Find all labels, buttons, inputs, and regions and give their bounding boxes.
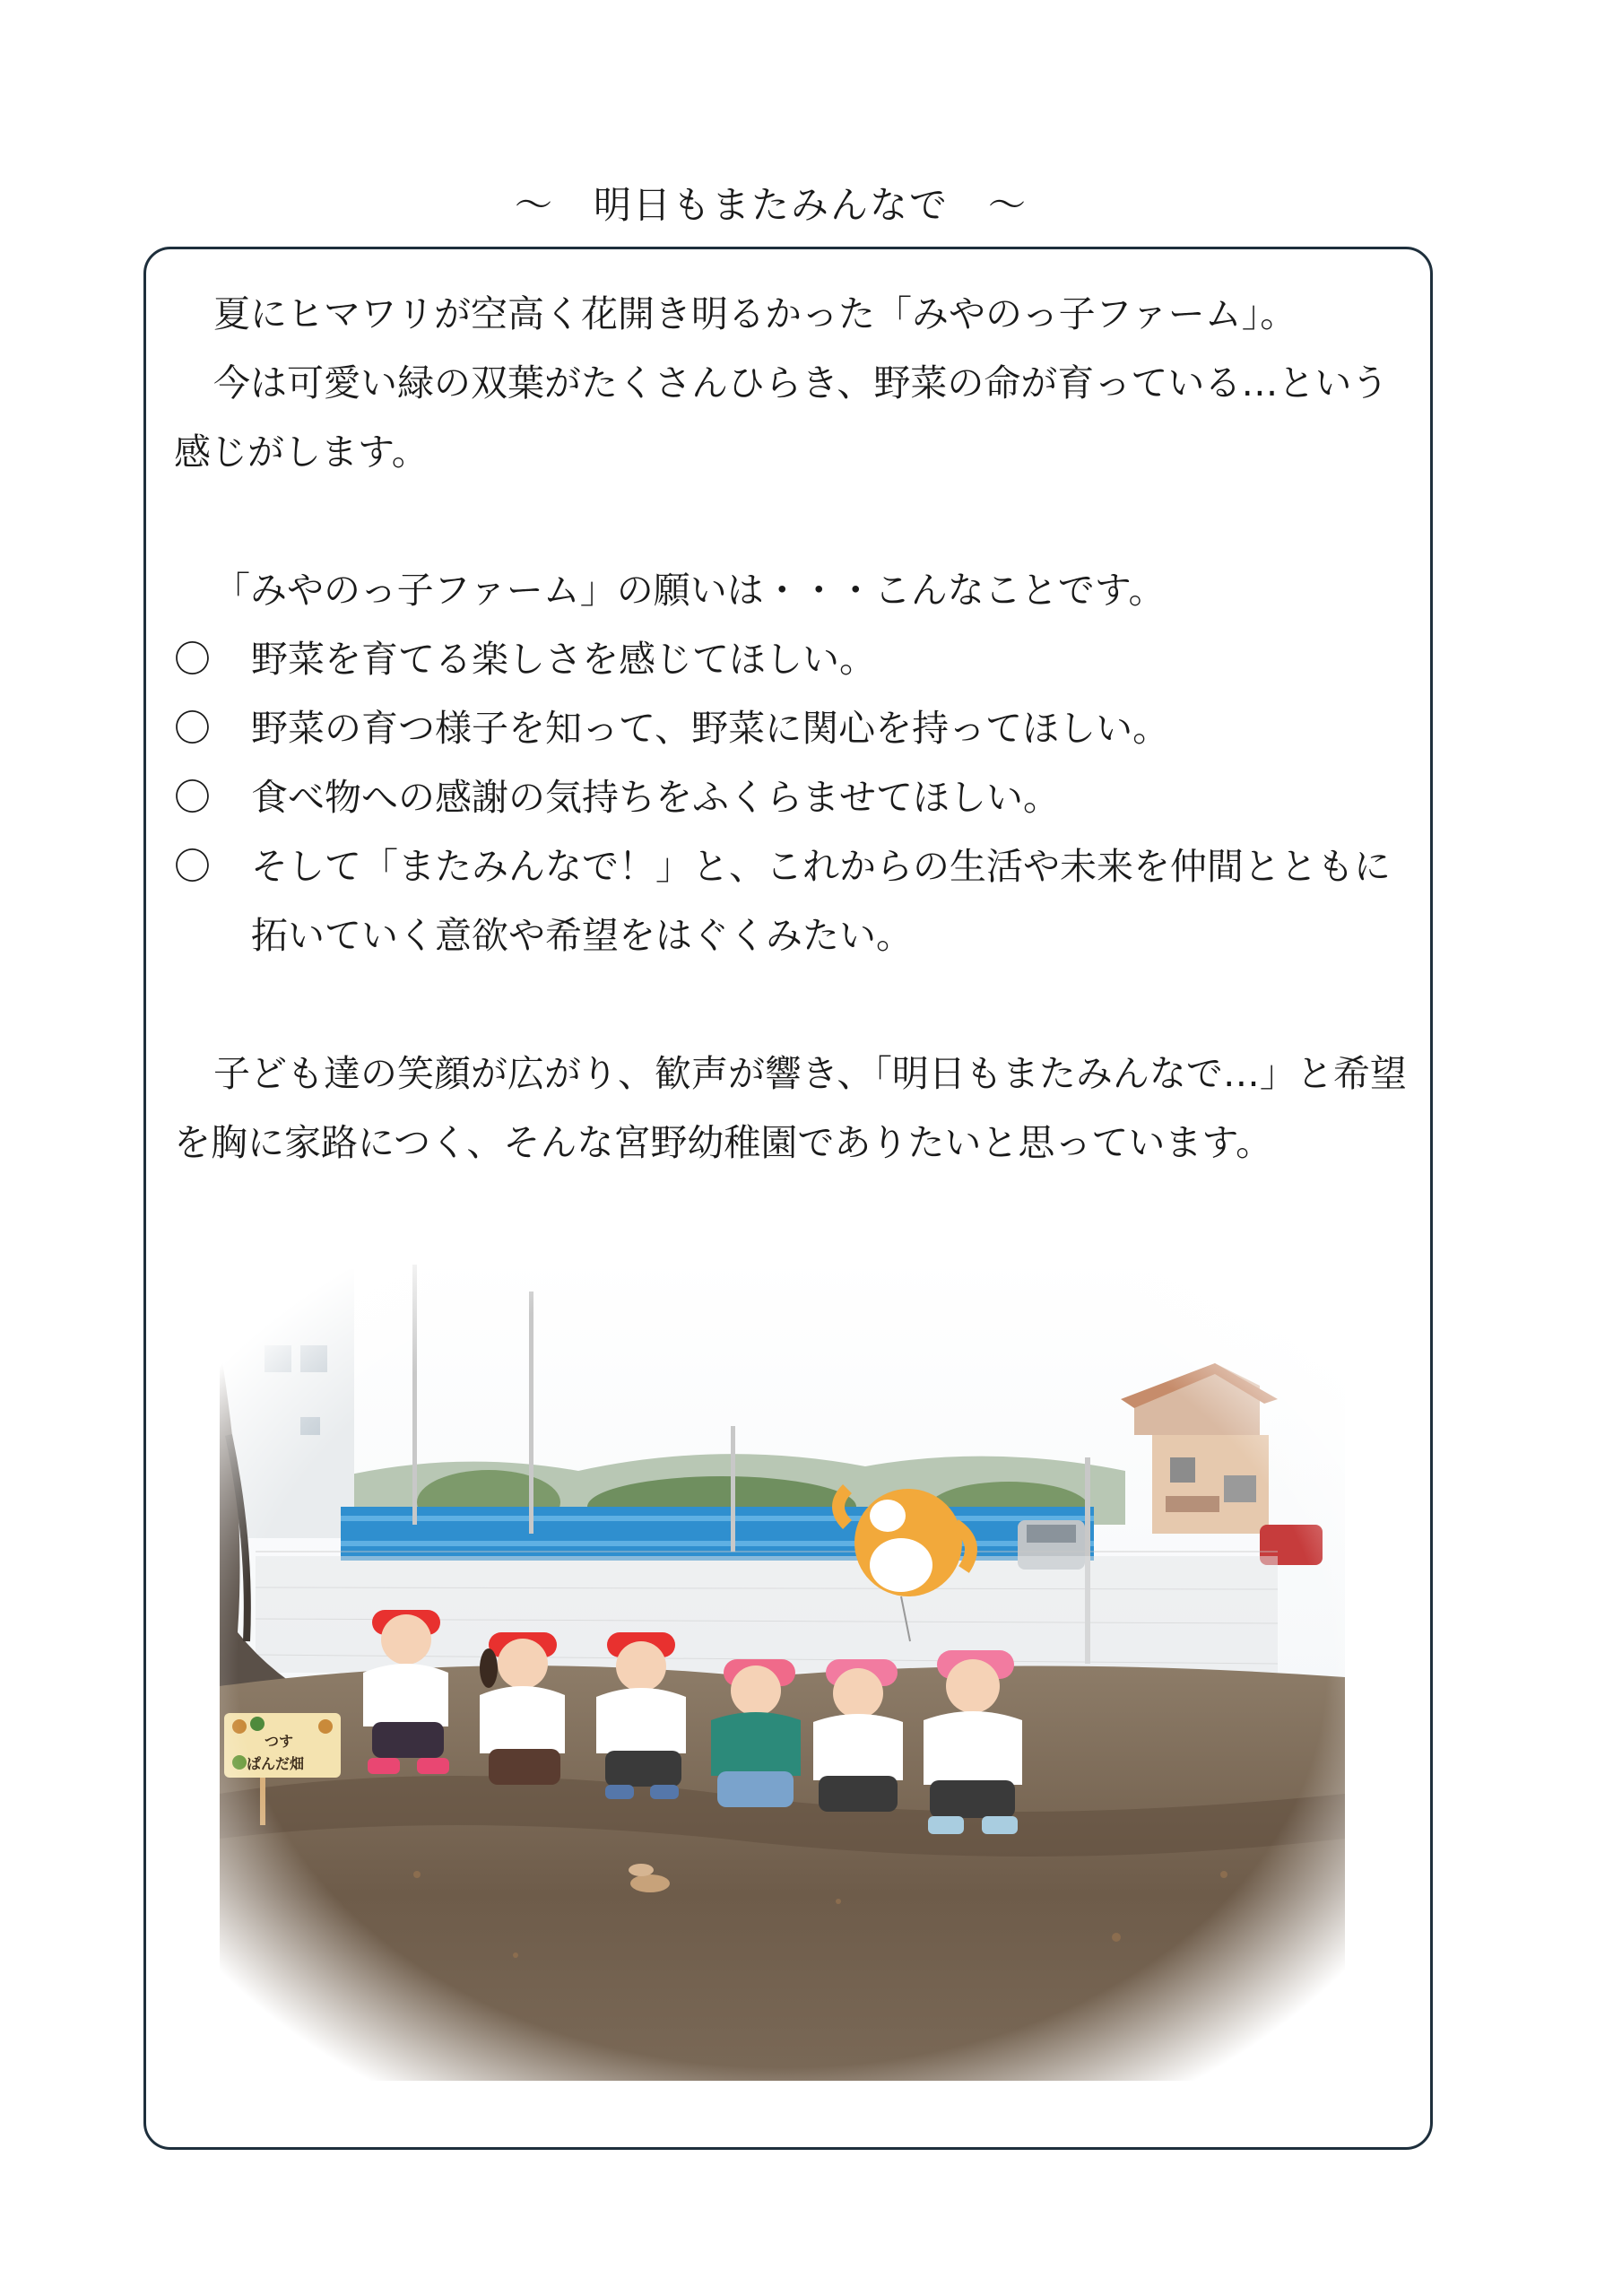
intro-line-2: 今は可愛い緑の双葉がたくさんひらき、野菜の命が育っている…という感じがします。 xyxy=(174,361,1389,474)
wishes-heading: 「みやのっ子ファーム」の願いは・・・こんなことです。 xyxy=(213,569,1166,612)
wish-text: 食べ物への感謝の気持ちをふくらませてほしい。 xyxy=(251,776,1060,819)
wish-item xyxy=(174,763,1411,832)
wish-text: 野菜を育てる楽しさを感じてほしい。 xyxy=(251,638,876,681)
closing-text: 子ども達の笑顔が広がり、歓声が響き、「明日もまたみんなで…」と希望を胸に家路につく、そんな宮野幼稚園でありたいと思っています。 xyxy=(174,1052,1407,1164)
circle-bullet-icon: 〇 xyxy=(174,776,211,819)
circle-bullet-icon: 〇 xyxy=(174,638,211,681)
wish-item xyxy=(174,694,1411,763)
wish-item xyxy=(174,832,1411,970)
spacer xyxy=(174,487,1411,556)
spacer xyxy=(174,970,1411,1039)
intro-line-1: 夏にヒマワリが空高く花開き明るかった「みやのっ子ファーム」。 xyxy=(213,292,1297,335)
circle-bullet-icon: 〇 xyxy=(174,845,211,888)
children-farm-photo xyxy=(220,1256,1345,2081)
wish-text: 野菜の育つ様子を知って、野菜に関心を持ってほしい。 xyxy=(251,707,1170,750)
body-text xyxy=(174,280,1411,1178)
wish-item xyxy=(174,625,1411,694)
wish-text: そして「またみんなで！」と、これからの生活や未来を仲間とともに拓いていく意欲や希望をはぐくみたい。 xyxy=(251,845,1391,957)
circle-bullet-icon: 〇 xyxy=(174,707,211,750)
page-title: ～ 明日もまたみんなで ～ xyxy=(514,183,1028,227)
